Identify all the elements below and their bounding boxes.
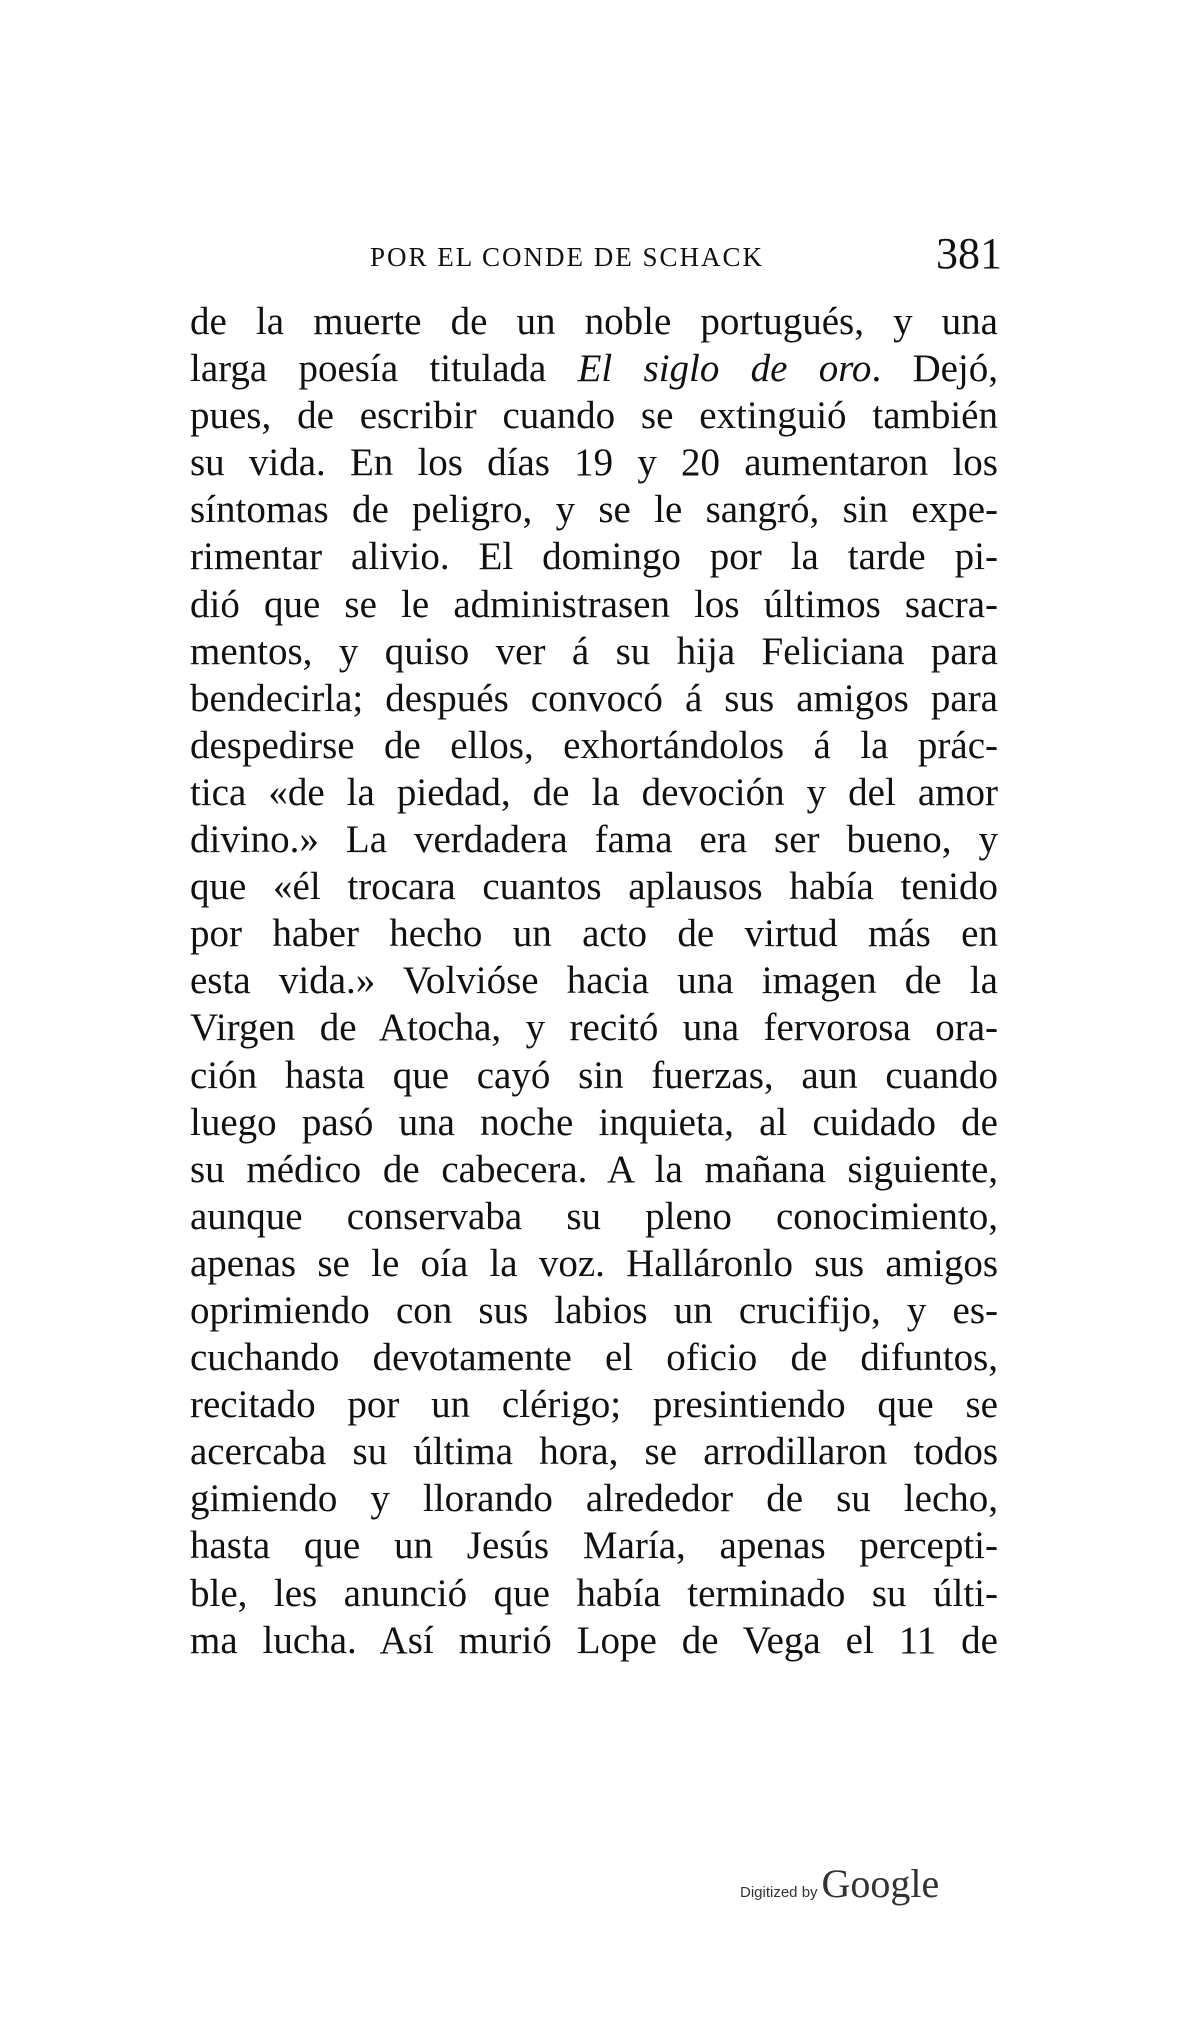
text-line: ma lucha. Así murió Lope de Vega el 11 de [190,1618,998,1662]
text-line: luego pasó una noche inquieta, al cuidado de [190,1100,998,1144]
book-title: El siglo de oro [577,347,872,391]
text-line: síntomas de peligro, y se le sangró, sin expe- [190,488,998,532]
digitized-by-watermark [740,1860,939,1907]
text-line: aunque conservaba su pleno conocimiento, [190,1194,998,1238]
text-line: de la muerte de un noble portugués, y una [190,300,998,343]
text-line-segment: larga poesía titulada [190,347,578,391]
text-line: por haber hecho un acto de virtud más en [190,912,998,956]
page-number: 381 [936,229,1002,278]
text-line: esta vida.» Volvióse hacia una imagen de la [190,959,998,1003]
google-logo: Google [821,1861,940,1906]
text-line: mentos, y quiso ver á su hija Feliciana para [190,629,998,673]
text-line: despedirse de ellos, exhortándolos á la prác- [190,723,998,767]
text-line [190,345,998,392]
text-line-segment: . Dejó, [871,347,999,391]
running-title: POR EL CONDE DE SCHACK [370,242,765,272]
text-line: ble, les anunció que había terminado su últi- [190,1571,998,1615]
text-line: hasta que un Jesús María, apenas percepti- [190,1524,998,1568]
text-line: su vida. En los días 19 y 20 aumentaron los [190,441,998,485]
text-line: su médico de cabecera. A la mañana siguiente, [190,1147,998,1191]
text-line: cuchando devotamente el oficio de difuntos, [190,1336,998,1380]
text-line: gimiendo y llorando alrededor de su lecho, [190,1477,998,1521]
digitized-label: Digitized by [740,1884,818,1901]
text-line: oprimiendo con sus labios un crucifijo, y es- [190,1288,998,1332]
text-line: rimentar alivio. El domingo por la tarde pi- [190,535,998,579]
text-line: bendecirla; después convocó á sus amigos para [190,676,998,720]
running-head [190,228,1010,288]
text-line: pues, de escribir cuando se extinguió también [190,394,998,438]
text-line: divino.» La verdadera fama era ser bueno, y [190,818,998,862]
text-line: que «él trocara cuantos aplausos había tenido [190,865,998,909]
text-line: Virgen de Atocha, y recitó una fervorosa ora- [190,1006,998,1050]
body-text [190,298,998,1664]
text-line: ción hasta que cayó sin fuerzas, aun cuando [190,1053,998,1097]
text-line: dió que se le administrasen los últimos sacra- [190,582,998,626]
text-line: acercaba su última hora, se arrodillaron todos [190,1430,998,1474]
text-line: recitado por un clérigo; presintiendo que se [190,1383,998,1427]
text-line: tica «de la piedad, de la devoción y del amor [190,770,998,814]
text-line: apenas se le oía la voz. Halláronlo sus amigos [190,1241,998,1285]
